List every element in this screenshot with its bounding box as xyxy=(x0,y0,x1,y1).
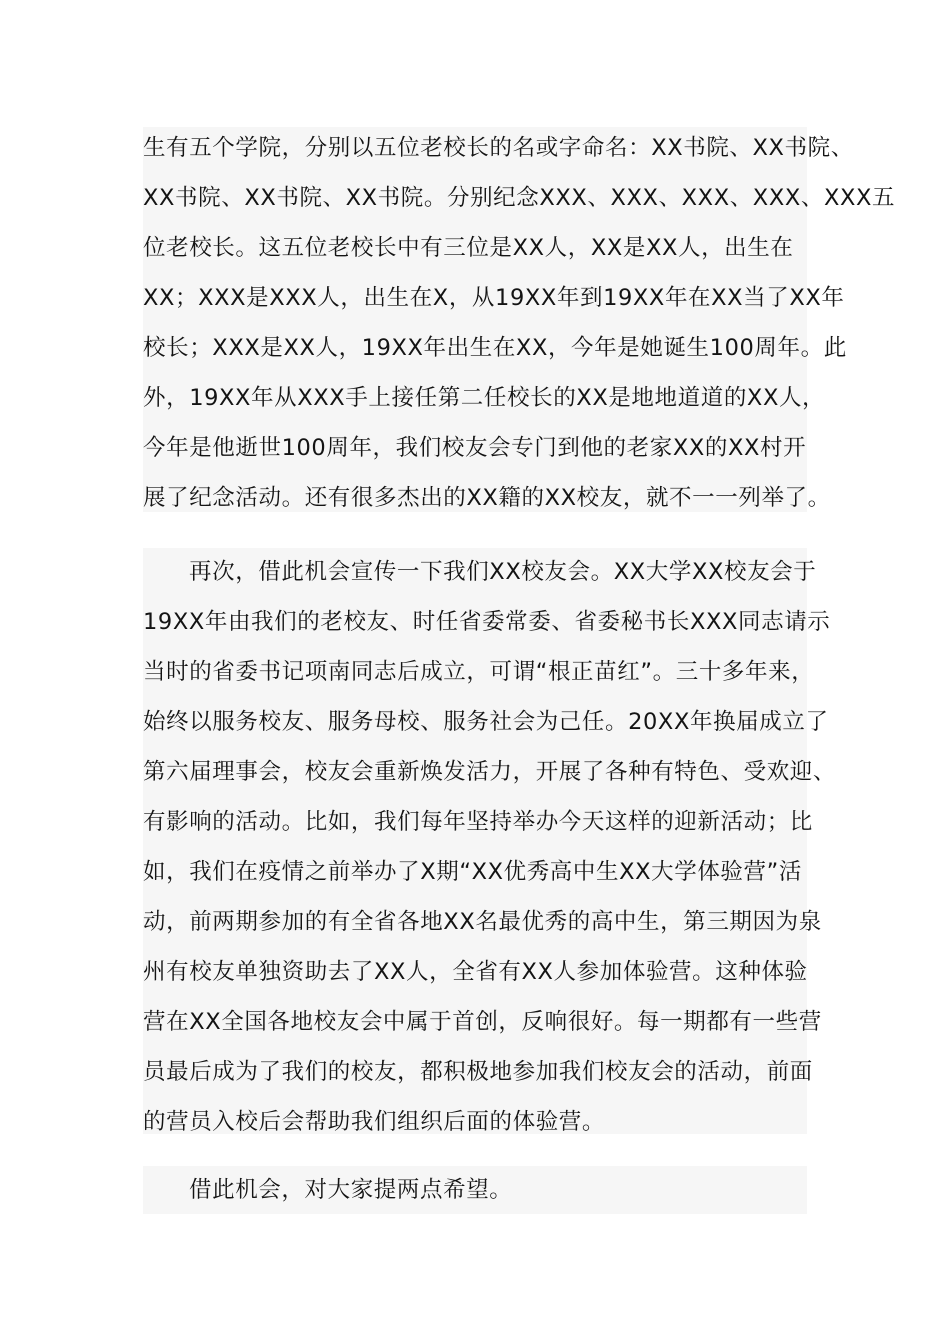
paragraph-line: 第六届理事会，校友会重新焕发活力，开展了各种有特色、受欢迎、 xyxy=(143,759,837,785)
paragraph-3 xyxy=(143,1166,807,1214)
paragraph-line: 借此机会，对大家提两点希望。 xyxy=(189,1177,513,1203)
paragraph-line: 校长；XXX是XX人，19XX年出生在XX，今年是她诞生100周年。此 xyxy=(143,335,847,361)
paragraph-line: 生有五个学院，分别以五位老校长的名或字命名：XX书院、XX书院、 xyxy=(143,135,854,161)
paragraph-line: 外，19XX年从XXX手上接任第二任校长的XX是地地道道的XX人， xyxy=(143,385,826,411)
paragraph-line: 19XX年由我们的老校友、时任省委常委、省委秘书长XXX同志请示 xyxy=(143,609,831,635)
paragraph-2 xyxy=(143,548,837,1135)
paragraph-line: 有影响的活动。比如，我们每年坚持举办今天这样的迎新活动；比 xyxy=(143,809,813,835)
paragraph-line: 当时的省委书记项南同志后成立，可谓“根正苗红”。三十多年来， xyxy=(143,659,815,685)
paragraph-line: XX书院、XX书院、XX书院。分别纪念XXX、XXX、XXX、XXX、XXX五 xyxy=(143,185,896,211)
paragraph-line: 位老校长。这五位老校长中有三位是XX人，XX是XX人，出生在 xyxy=(143,235,794,261)
paragraph-line: 营在XX全国各地校友会中属于首创，反响很好。每一期都有一些营 xyxy=(143,1009,822,1035)
paragraph-line: XX；XXX是XXX人，出生在X，从19XX年到19XX年在XX当了XX年 xyxy=(143,285,845,311)
paragraph-line: 今年是他逝世100周年，我们校友会专门到他的老家XX的XX村开 xyxy=(143,435,807,461)
paragraph-line: 员最后成为了我们的校友，都积极地参加我们校友会的活动，前面 xyxy=(143,1059,813,1085)
paragraph-line: 展了纪念活动。还有很多杰出的XX籍的XX校友，就不一一列举了。 xyxy=(143,485,831,511)
paragraph-1 xyxy=(143,127,896,512)
paragraph-line: 如，我们在疫情之前举办了X期“XX优秀高中生XX大学体验营”活 xyxy=(143,859,802,885)
paragraph-line: 州有校友单独资助去了XX人，全省有XX人参加体验营。这种体验 xyxy=(143,959,808,985)
paragraph-line: 的营员入校后会帮助我们组织后面的体验营。 xyxy=(143,1109,606,1135)
paragraph-line: 再次，借此机会宣传一下我们XX校友会。XX大学XX校友会于 xyxy=(189,559,817,585)
paragraph-line: 始终以服务校友、服务母校、服务社会为己任。20XX年换届成立了 xyxy=(143,709,829,735)
paragraph-line: 动，前两期参加的有全省各地XX名最优秀的高中生，第三期因为泉 xyxy=(143,909,822,935)
